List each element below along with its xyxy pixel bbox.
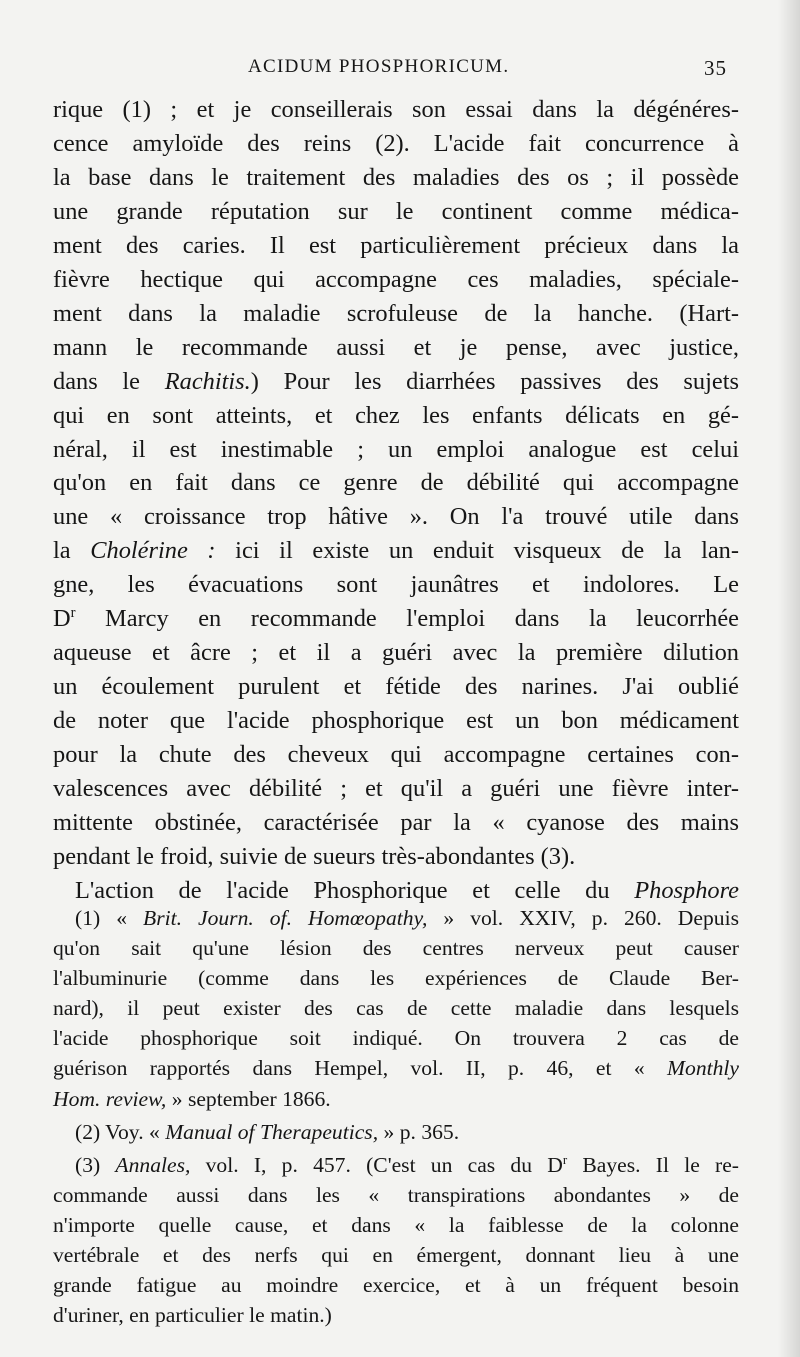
text-line: fièvre hectique qui accompagne ces maladies, spéciale- (53, 265, 739, 293)
italic-term: Manual of Therapeutics, (165, 1119, 379, 1144)
paragraph (53, 93, 739, 874)
text-line: rique (1) ; et je conseillerais son essai dans la dégénéres- (53, 96, 739, 123)
text-run: vol. I, p. 457. (C'est un cas du D (190, 1152, 563, 1177)
text-run: ) Pour les diarrhées passives des sujets (250, 367, 739, 395)
footnote-1 (53, 903, 739, 1114)
text-run: » september 1866. (166, 1086, 331, 1111)
italic-term: Phosphore (634, 876, 739, 904)
text-line: mittente obstinée, caractérisée par la « cyanose des mains (53, 809, 739, 837)
text-line: mann le recommande aussi et je pense, avec justice, (53, 333, 739, 361)
text-line: qu'on en fait dans ce genre de débilité qui accompagne (53, 469, 739, 497)
text-line: de noter que l'acide phosphorique est un bon médicament (53, 707, 739, 735)
text-run: ici il existe un enduit visqueux de la lan- (215, 537, 739, 565)
superscript: r (562, 1151, 568, 1167)
text-line (53, 1084, 739, 1114)
text-run: L'action de l'acide Phosphorique et celle du (75, 876, 635, 904)
running-head (0, 56, 800, 86)
text-line: aqueuse et âcre ; et il a guéri avec la première dilution (53, 639, 739, 667)
footnote-2 (53, 1117, 739, 1147)
footnotes (53, 903, 739, 1333)
text-line: d'uriner, en particulier le matin.) (53, 1303, 332, 1328)
text-line: néral, il est inestimable ; un emploi analogue est celui (53, 435, 739, 463)
text-line: qu'on sait qu'une lésion des centres nerveux peut causer (53, 936, 739, 961)
text-run: » p. 365. (378, 1119, 460, 1144)
text-line: vertébrale et des nerfs qui en émergent, donnant lieu à une (53, 1243, 739, 1268)
text-run: (2) Voy. « (75, 1119, 166, 1144)
text-line (53, 1117, 739, 1147)
text-line (53, 365, 739, 399)
page-edge-shadow (778, 0, 800, 1357)
text-run: D (53, 605, 71, 633)
text-line: l'acide phosphorique soit indiqué. On trouvera 2 cas de (53, 1026, 739, 1051)
text-line: ment des caries. Il est particulièrement précieux dans la (53, 231, 739, 259)
text-line: nard), il peut exister des cas de cette maladie dans lesquels (53, 996, 739, 1021)
italic-term: Annales, (115, 1152, 191, 1177)
text-run: Marcy en recommande l'emploi dans la leucorrhée (75, 605, 739, 633)
footnote-3 (53, 1150, 739, 1331)
text-line: l'albuminurie (comme dans les expériences de Claude Ber- (53, 966, 739, 991)
italic-term: Rachitis. (164, 367, 251, 395)
text-line (53, 602, 739, 636)
text-run: la (53, 537, 91, 565)
body-text (53, 93, 739, 908)
text-line: un écoulement purulent et fétide des narines. J'ai oublié (53, 673, 739, 701)
text-line: pour la chute des cheveux qui accompagne certaines con- (53, 741, 739, 769)
text-run: (3) (75, 1152, 116, 1177)
text-line: n'importe quelle cause, et dans « la faiblesse de la colonne (53, 1212, 739, 1237)
text-line (53, 1150, 739, 1180)
text-run: guérison rapportés dans Hempel, vol. II, p. 46, et « (53, 1056, 668, 1081)
superscript: r (70, 605, 76, 622)
text-run: Bayes. Il le re- (567, 1152, 739, 1177)
text-line: une « croissance trop hâtive ». On l'a trouvé utile dans (53, 503, 739, 531)
text-line: ment dans la maladie scrofuleuse de la hanche. (Hart- (53, 299, 739, 327)
text-line: grande fatigue au moindre exercice, et à un fréquent besoin (53, 1273, 739, 1298)
text-line: pendant le froid, suivie de sueurs très-abondantes (3). (53, 842, 576, 870)
text-line: valescences avec débilité ; et qu'il a guéri une fièvre inter- (53, 775, 739, 803)
text-run: » vol. XXIV, p. 260. Depuis (427, 906, 739, 930)
italic-term: Monthly (667, 1056, 739, 1081)
italic-term: Brit. Journ. of. Homœopathy, (143, 906, 428, 930)
text-line (53, 903, 739, 933)
text-line: commande aussi dans les « transpirations abondantes » de (53, 1182, 739, 1207)
text-line: une grande réputation sur le continent comme médica- (53, 197, 739, 225)
running-title: ACIDUM PHOSPHORICUM. (248, 56, 510, 77)
italic-term: Cholérine : (90, 537, 216, 565)
text-line: gne, les évacuations sont jaunâtres et indolores. Le (53, 571, 739, 599)
text-line: cence amyloïde des reins (2). L'acide fait concurrence à (53, 129, 739, 157)
text-line (53, 1053, 739, 1083)
page-number: 35 (704, 56, 727, 80)
text-run: (1) « (75, 906, 143, 930)
text-run: dans le (53, 367, 165, 395)
text-line (53, 534, 739, 568)
text-line: qui en sont atteints, et chez les enfants délicats en gé- (53, 401, 739, 429)
italic-term: Hom. review, (53, 1086, 167, 1111)
text-line: la base dans le traitement des maladies des os ; il possède (53, 163, 739, 191)
